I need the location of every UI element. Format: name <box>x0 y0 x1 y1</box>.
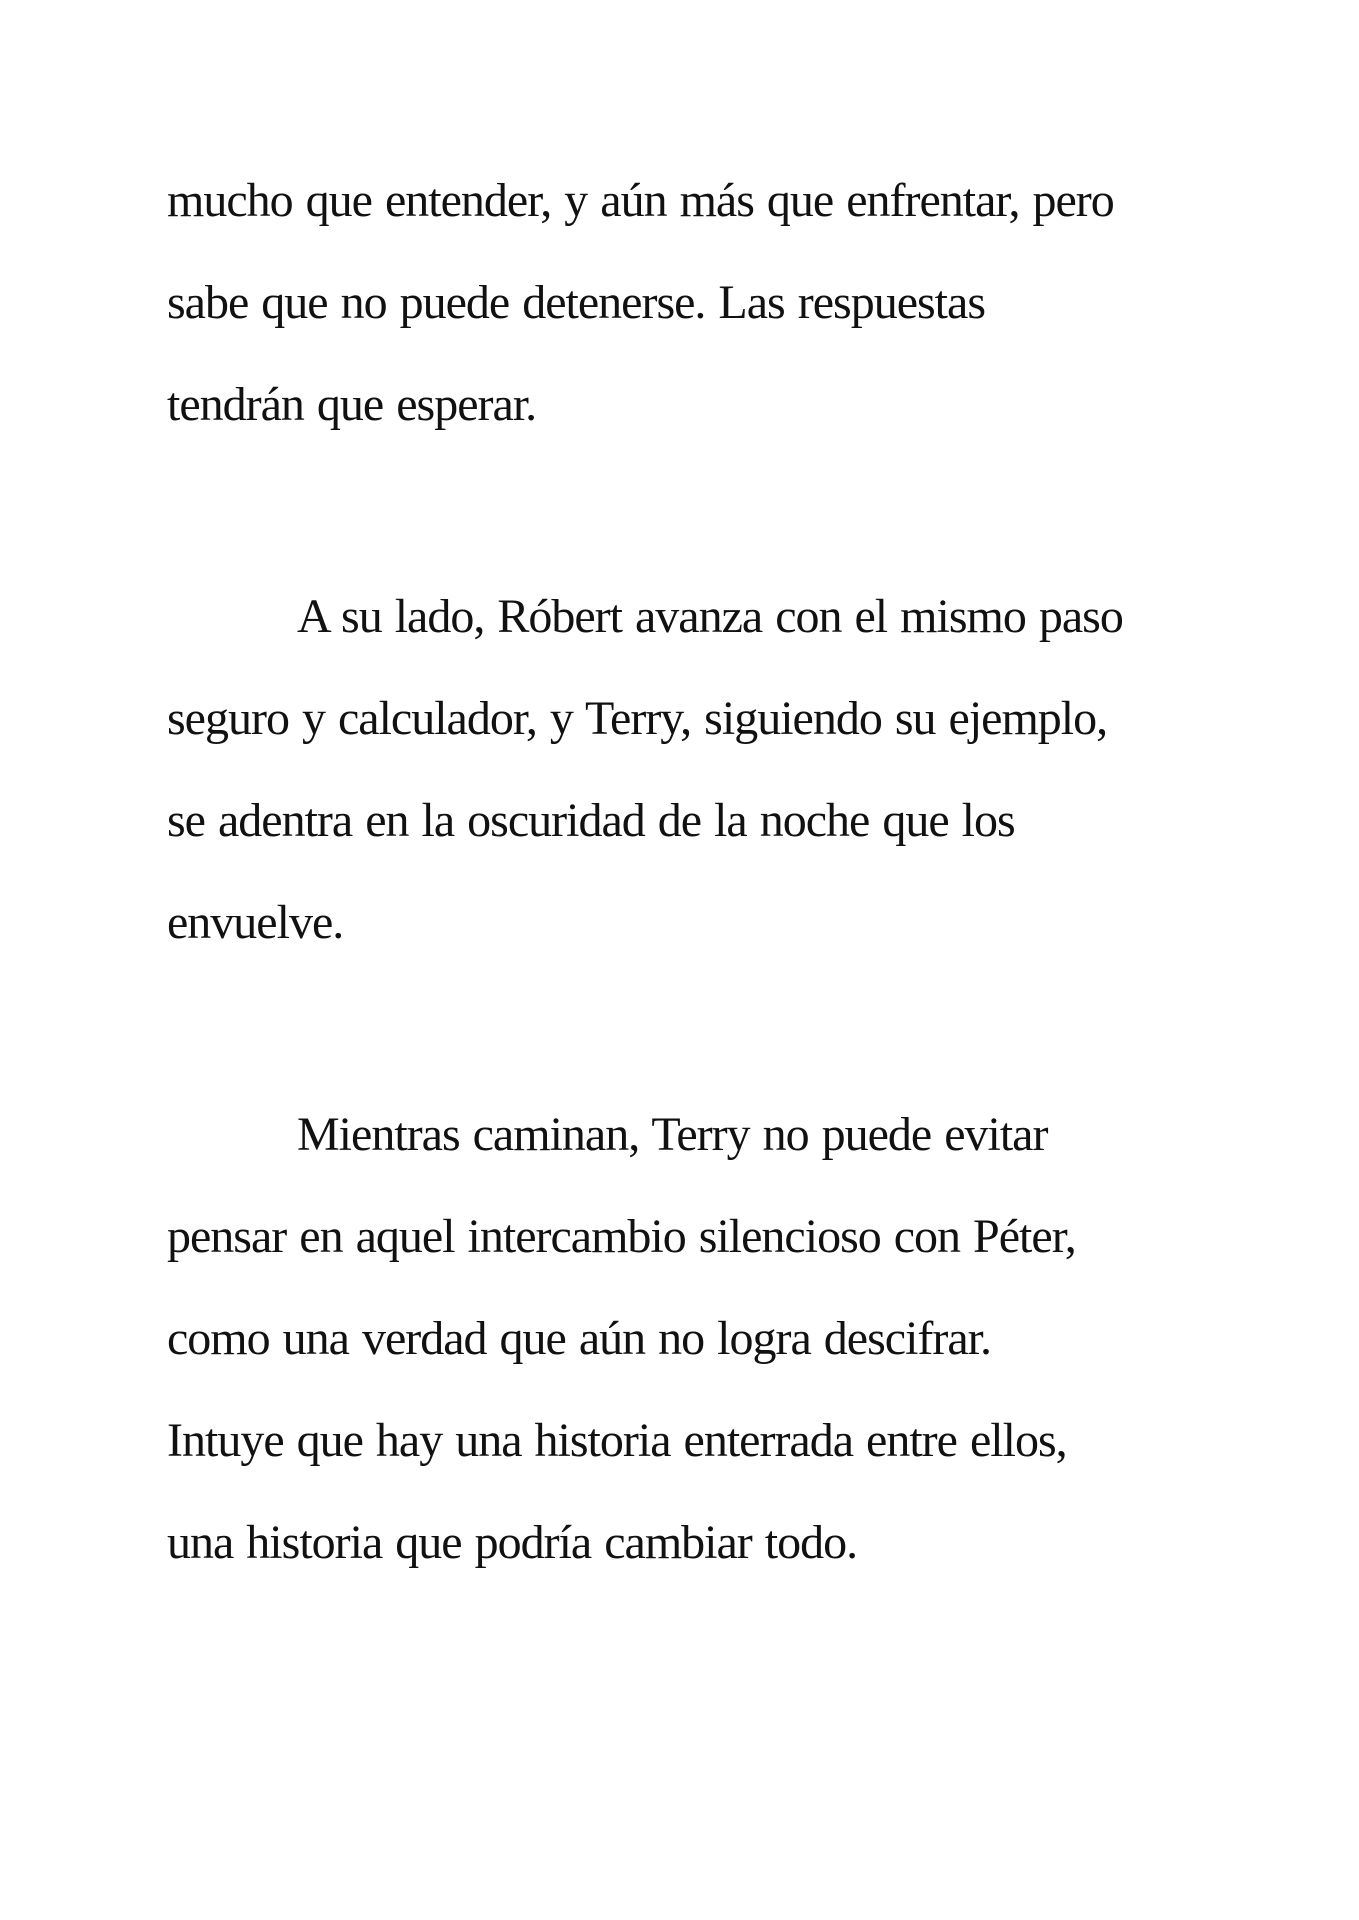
text-line: Mientras caminan, Terry no puede evitar <box>297 1108 1048 1161</box>
text-line: sabe que no puede detenerse. Las respuestas <box>167 276 985 329</box>
paragraph-2 <box>167 566 1259 974</box>
paragraph-1 <box>167 150 1259 456</box>
text-line: Intuye que hay una historia enterrada entre ellos, <box>167 1414 1067 1467</box>
text-line: una historia que podría cambiar todo. <box>167 1516 858 1569</box>
text-line: pensar en aquel intercambio silencioso con Péter, <box>167 1210 1076 1263</box>
paragraph-3 <box>167 1084 1259 1594</box>
text-line: como una verdad que aún no logra descifrar. <box>167 1312 992 1365</box>
text-line: mucho que entender, y aún más que enfrentar, pero <box>167 174 1114 227</box>
text-line: envuelve. <box>167 896 344 949</box>
text-line: tendrán que esperar. <box>167 378 537 431</box>
text-line: seguro y calculador, y Terry, siguiendo su ejemplo, <box>167 692 1108 745</box>
text-line: A su lado, Róbert avanza con el mismo paso <box>297 590 1123 643</box>
text-line: se adentra en la oscuridad de la noche que los <box>167 794 1015 847</box>
